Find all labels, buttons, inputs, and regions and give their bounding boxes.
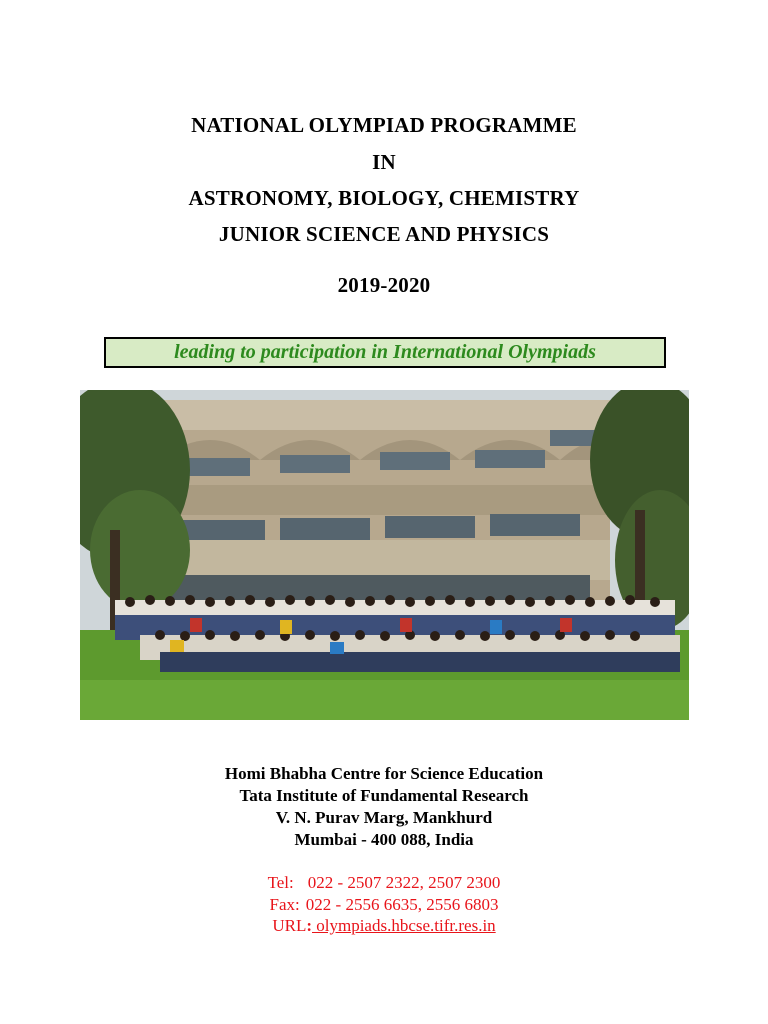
website-link[interactable]: olympiads.hbcse.tifr.res.in	[312, 916, 496, 935]
tagline-box	[104, 337, 666, 368]
tel-value: 022 - 2507 2322, 2507 2300	[307, 873, 501, 892]
title-line-3: ASTRONOMY, BIOLOGY, CHEMISTRY	[188, 186, 580, 210]
title-line-2: IN	[372, 150, 396, 174]
title-line-1: NATIONAL OLYMPIAD PROGRAMME	[191, 113, 577, 137]
fax-line	[0, 895, 768, 915]
telephone-line	[0, 873, 768, 893]
url-label: URL	[272, 916, 307, 935]
title-line-4: JUNIOR SCIENCE AND PHYSICS	[218, 222, 550, 246]
tel-label: Tel:	[267, 873, 294, 892]
url-line	[0, 916, 768, 936]
address-line-1: Homi Bhabha Centre for Science Education	[224, 764, 544, 783]
fax-label: Fax:	[269, 895, 300, 914]
fax-value: 022 - 2556 6635, 2556 6803	[305, 895, 499, 914]
url-colon: :	[306, 916, 312, 935]
group-photo	[80, 390, 689, 720]
tagline-text: leading to participation in International Olympiads	[174, 341, 596, 363]
address-line-2: Tata Institute of Fundamental Research	[239, 786, 529, 805]
year-label: 2019-2020	[337, 273, 431, 297]
address-line-3: V. N. Purav Marg, Mankhurd	[275, 808, 493, 827]
address-line-4: Mumbai - 400 088, India	[294, 830, 474, 849]
